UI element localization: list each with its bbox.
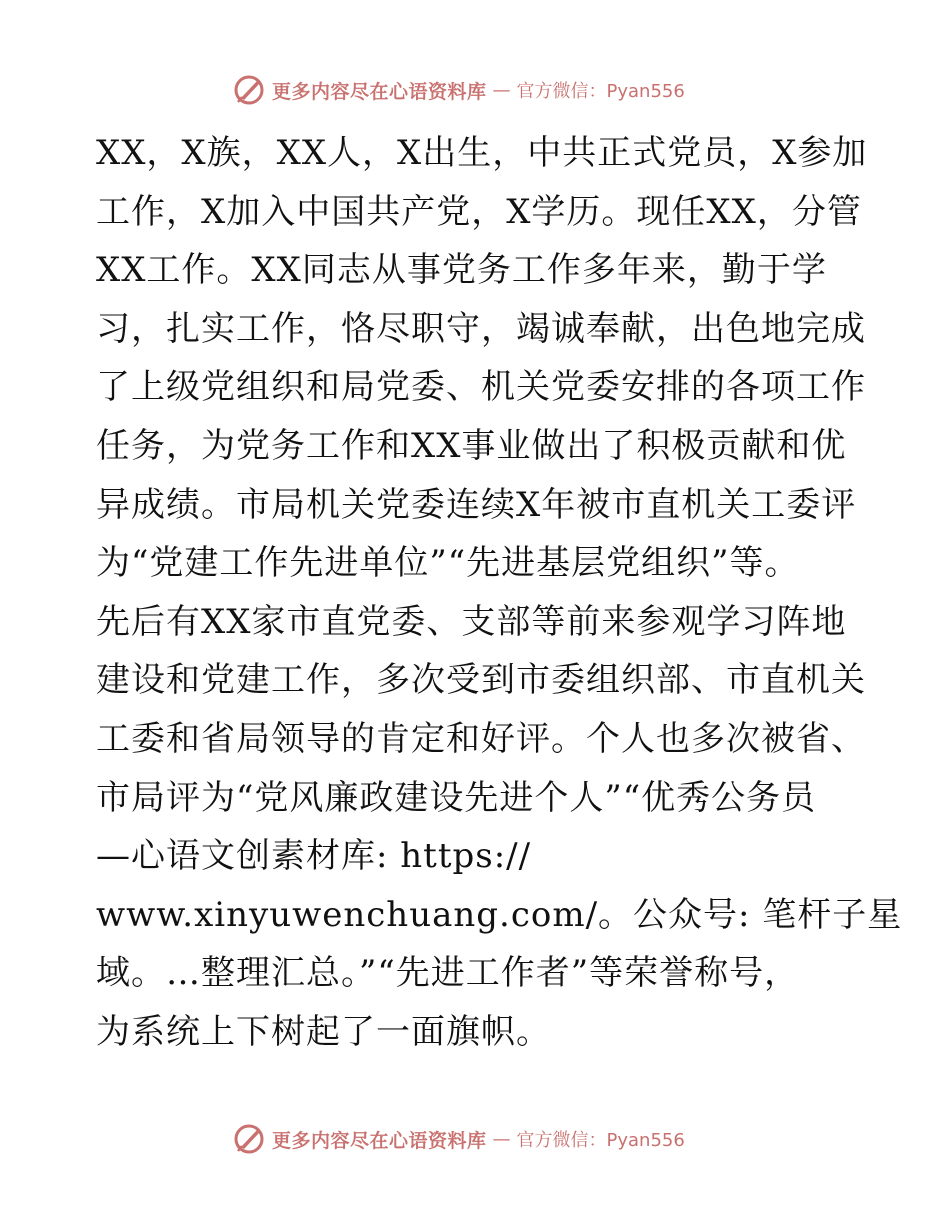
text-line: 任务，为党务工作和XX事业做出了积极贡献和优 — [96, 425, 847, 466]
quill-pen-logo-icon — [232, 73, 266, 107]
text-line: 域。…整理汇总。”“先进工作者”等荣誉称号， — [96, 953, 800, 994]
watermark-main-text: 更多内容尽在心语资料库 — [272, 1129, 487, 1152]
watermark-sub-text: 官方微信：Pyan556 — [516, 81, 685, 102]
text-line: 了上级党组织和局党委、机关党委安排的各项工作 — [96, 367, 866, 408]
header-watermark-banner — [232, 70, 732, 110]
text-line: XX工作。XX同志从事党务工作多年来，勤于学 — [96, 250, 827, 291]
watermark-main-text: 更多内容尽在心语资料库 — [272, 80, 487, 103]
quill-pen-logo-icon — [232, 1122, 266, 1156]
text-line: 工作，X加入中国共产党，X学历。现任XX，分管 — [96, 191, 862, 232]
text-line: 异成绩。市局机关党委连续X年被市直机关工委评 — [96, 484, 857, 525]
text-line: 先后有XX家市直党委、支部等前来参观学习阵地 — [96, 601, 847, 642]
text-line: 习，扎实工作，恪尽职守，竭诚奉献，出色地完成 — [96, 308, 866, 349]
text-line: www.xinyuwenchuang.com/。公众号: 笔杆子星 — [96, 894, 903, 935]
text-line: XX，X族，XX人，X出生，中共正式党员，X参加 — [96, 133, 868, 173]
watermark-separator: — — [492, 79, 511, 101]
text-line: 为系统上下树起了一面旗帜。 — [96, 1011, 551, 1052]
text-line: 为“党建工作先进单位”“先进基层党组织”等。 — [96, 543, 800, 584]
text-line: —心语文创素材库: https:// — [96, 836, 532, 877]
watermark-sub-text: 官方微信：Pyan556 — [516, 1130, 685, 1151]
text-line: 市局评为“党风廉政建设先进个人”“优秀公务员 — [96, 777, 817, 818]
document-body — [96, 124, 903, 1062]
watermark-separator: — — [492, 1128, 511, 1150]
text-line: 工委和省局领导的肯定和好评。个人也多次被省、 — [96, 718, 866, 759]
text-line: 建设和党建工作，多次受到市委组织部、市直机关 — [96, 660, 866, 701]
footer-watermark-banner — [232, 1119, 732, 1159]
